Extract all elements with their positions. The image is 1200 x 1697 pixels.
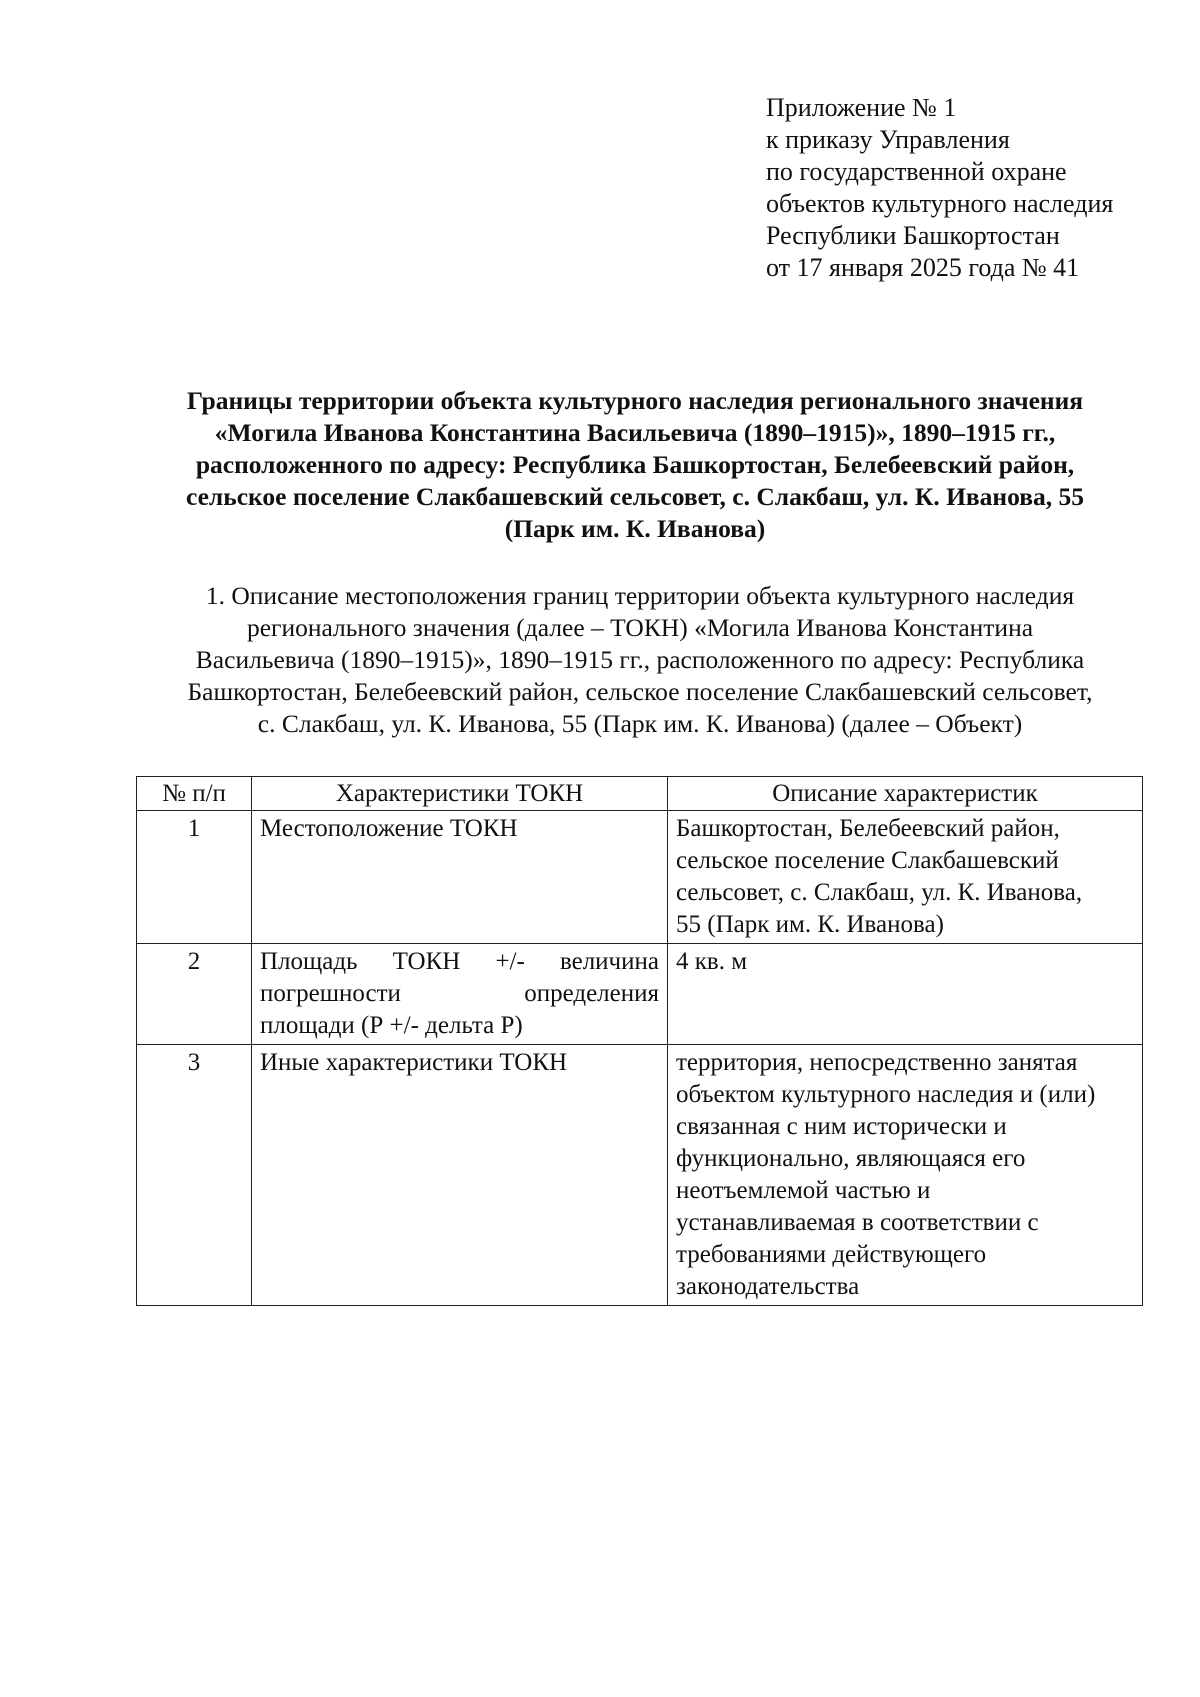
description-line: сельское поселение Слакбашевский (676, 847, 1059, 874)
title-line: сельское поселение Слакбашевский сельсовет, с. Слакбаш, ул. К. Иванова, 55 (185, 482, 1085, 511)
row-characteristic: Иные характеристики ТОКН (252, 1045, 668, 1306)
description-line: сельсовет, с. Слакбаш, ул. К. Иванова, (676, 879, 1083, 906)
header-characteristic: Характеристики ТОКН (252, 777, 668, 811)
description-line: функционально, являющаяся его (676, 1145, 1026, 1172)
characteristic-line: Площадь ТОКН +/- величина (260, 948, 659, 975)
characteristic-line: площади (Р +/- дельта Р) (260, 1012, 523, 1039)
table-row (137, 944, 1143, 1045)
description-line: Башкортостан, Белебеевский район, (676, 815, 1060, 842)
title-line: Границы территории объекта культурного наследия регионального значения (186, 386, 1084, 415)
description-line: территория, непосредственно занятая (676, 1049, 1078, 1076)
appendix-block (766, 92, 1113, 284)
appendix-line: к приказу Управления (766, 125, 1010, 154)
row-number: 2 (137, 944, 252, 1045)
header-number: № п/п (137, 777, 252, 811)
section-line: 1. Описание местоположения границ территории объекта культурного наследия (205, 581, 1075, 610)
description-line: связанная с ним исторически и (676, 1113, 1007, 1140)
section-line: Васильевича (1890–1915)», 1890–1915 гг., расположенного по адресу: Республика (195, 645, 1085, 674)
description-line: объектом культурного наследия и (или) (676, 1081, 1096, 1108)
description-line: неотъемлемой частью и (676, 1177, 931, 1204)
title-line: расположенного по адресу: Республика Башкортостан, Белебеевский район, (195, 450, 1075, 479)
description-line: требованиями действующего (676, 1241, 987, 1268)
description-line: законодательства (676, 1273, 860, 1300)
row-number: 1 (137, 811, 252, 944)
section-line: с. Слакбаш, ул. К. Иванова, 55 (Парк им. К. Иванова) (далее – Объект) (257, 709, 1023, 738)
document-title (120, 385, 1150, 545)
row-description (668, 1045, 1143, 1306)
description-line: 55 (Парк им. К. Иванова) (676, 911, 944, 938)
row-number: 3 (137, 1045, 252, 1306)
table-row (137, 1045, 1143, 1306)
title-line: «Могила Иванова Константина Васильевича (1890–1915)», 1890–1915 гг., (214, 418, 1056, 447)
appendix-line: Республики Башкортостан (766, 221, 1060, 250)
characteristics-table (136, 776, 1143, 1306)
section-1-heading (120, 580, 1160, 740)
description-line: устанавливаемая в соответствии с (676, 1209, 1039, 1236)
table-header-row (137, 777, 1143, 811)
row-description: 4 кв. м (668, 944, 1143, 1045)
header-description: Описание характеристик (668, 777, 1143, 811)
section-line: регионального значения (далее – ТОКН) «Могила Иванова Константина (246, 613, 1034, 642)
row-description (668, 811, 1143, 944)
section-line: Башкортостан, Белебеевский район, сельское поселение Слакбашевский сельсовет, (187, 677, 1093, 706)
title-line: (Парк им. К. Иванова) (504, 514, 766, 543)
appendix-line: Приложение № 1 (766, 93, 957, 122)
row-characteristic (252, 944, 668, 1045)
appendix-line: объектов культурного наследия (766, 189, 1114, 218)
appendix-line: по государственной охране (766, 157, 1067, 186)
appendix-line: от 17 января 2025 года № 41 (766, 253, 1080, 282)
row-characteristic: Местоположение ТОКН (252, 811, 668, 944)
characteristic-line: погрешности определения (260, 980, 659, 1007)
table-row (137, 811, 1143, 944)
